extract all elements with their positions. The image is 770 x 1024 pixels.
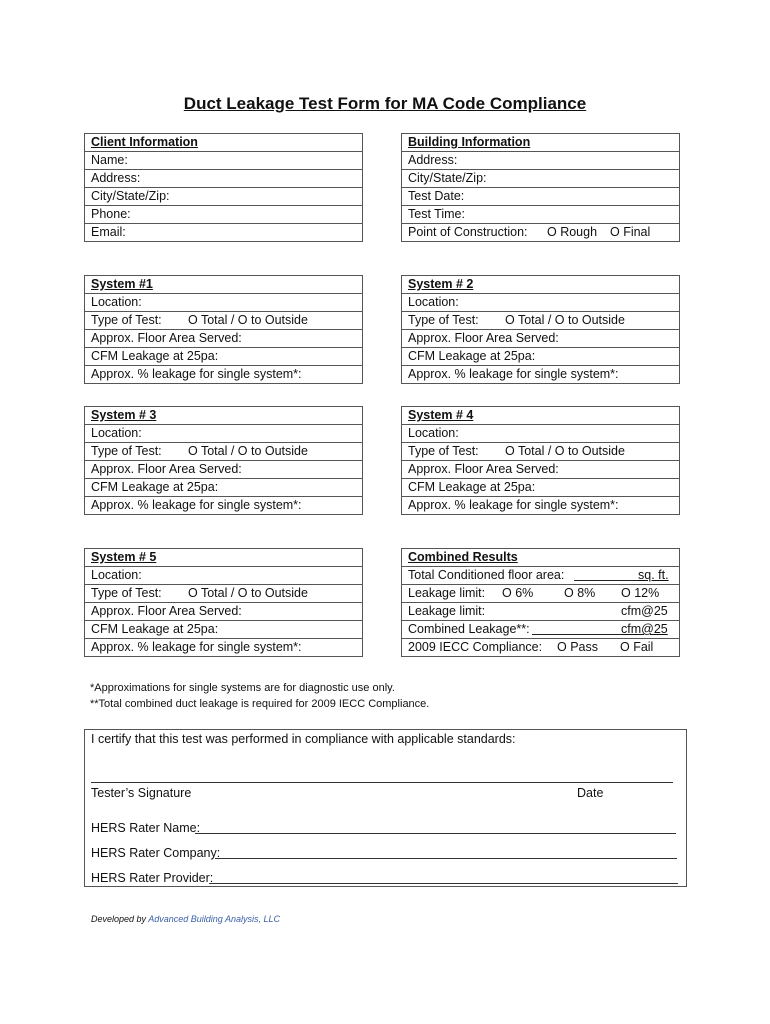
building-information-box [401, 133, 680, 242]
footer-credit [91, 914, 280, 924]
system-2-box [401, 275, 680, 384]
iecc-compliance-label: 2009 IECC Compliance: [408, 640, 543, 654]
total-floor-area-row[interactable] [402, 567, 679, 585]
system-header: System # 4 [402, 407, 679, 425]
leakage-limit-cfm-row[interactable] [402, 603, 679, 621]
system-header: System #1 [85, 276, 362, 294]
cfm-unit: cfm@25 [621, 622, 668, 636]
system-header: System # 3 [85, 407, 362, 425]
client-email-field[interactable]: Email: [91, 225, 126, 239]
test-time-field[interactable]: Test Time: [402, 206, 679, 224]
location-field[interactable]: Location: [85, 425, 362, 443]
cfm-leakage-field[interactable]: CFM Leakage at 25pa: [402, 348, 679, 366]
point-of-construction-label: Point of Construction: [408, 225, 528, 239]
leakage-limit-row [402, 585, 679, 603]
leakage-limit-cfm-label: Leakage limit: [408, 604, 486, 618]
certification-box [84, 729, 687, 887]
pct-leakage-field[interactable]: Approx. % leakage for single system*: [91, 367, 302, 381]
combined-results-header: Combined Results [402, 549, 679, 567]
location-field[interactable]: Location: [85, 567, 362, 585]
option-8-percent[interactable]: O 8% [564, 586, 596, 600]
location-field[interactable]: Location: [402, 425, 679, 443]
type-of-test-label: Type of Test: [91, 586, 162, 600]
type-of-test-options[interactable]: O Total / O to Outside [505, 313, 625, 327]
client-information-header: Client Information [85, 134, 362, 152]
point-of-construction-row [402, 224, 679, 242]
hers-rater-name-line[interactable] [195, 833, 676, 834]
type-of-test-label: Type of Test: [408, 444, 479, 458]
option-12-percent[interactable]: O 12% [621, 586, 660, 600]
location-field[interactable]: Location: [402, 294, 679, 312]
cfm-leakage-field[interactable]: CFM Leakage at 25pa: [85, 348, 362, 366]
date-label: Date [577, 786, 604, 800]
client-information-box [84, 133, 363, 242]
floor-area-field[interactable]: Approx. Floor Area Served: [402, 461, 679, 479]
footer-brand: Advanced Building Analysis, LLC [148, 914, 280, 924]
page-title: Duct Leakage Test Form for MA Code Compliance [183, 94, 587, 113]
combined-leakage-label: Combined Leakage**: [408, 622, 530, 636]
type-of-test-label: Type of Test: [408, 313, 479, 327]
floor-area-field[interactable]: Approx. Floor Area Served: [85, 461, 362, 479]
footnote-approximations: *Approximations for single systems are for diagnostic use only. [90, 682, 395, 694]
type-of-test-row [85, 312, 362, 330]
floor-area-field[interactable]: Approx. Floor Area Served: [85, 330, 362, 348]
type-of-test-options[interactable]: O Total / O to Outside [188, 586, 308, 600]
system-3-box [84, 406, 363, 515]
sq-ft-unit: sq. ft. [638, 568, 669, 582]
pct-leakage-field[interactable]: Approx. % leakage for single system*: [91, 640, 302, 654]
client-phone-field[interactable]: Phone: [85, 206, 362, 224]
pct-leakage-field[interactable]: Approx. % leakage for single system*: [408, 367, 619, 381]
system-header: System # 5 [85, 549, 362, 567]
hers-rater-company-label: HERS Rater Company: [91, 846, 221, 860]
type-of-test-row [402, 443, 679, 461]
option-6-percent[interactable]: O 6% [502, 586, 534, 600]
footnote-combined: **Total combined duct leakage is required for 2009 IECC Compliance. [90, 698, 430, 710]
building-city-field[interactable]: City/State/Zip: [402, 170, 679, 188]
leakage-limit-label: Leakage limit: [408, 586, 486, 600]
location-field[interactable]: Location: [85, 294, 362, 312]
rough-option[interactable]: O Rough [547, 225, 598, 239]
system-4-box [401, 406, 680, 515]
hers-rater-provider-line[interactable] [209, 883, 678, 884]
fail-option[interactable]: O Fail [620, 640, 654, 654]
type-of-test-options[interactable]: O Total / O to Outside [188, 444, 308, 458]
footer-prefix: Developed by [91, 914, 147, 924]
type-of-test-row [85, 585, 362, 603]
cfm-unit: cfm@25 [621, 604, 668, 618]
system-5-box [84, 548, 363, 657]
combined-leakage-row[interactable] [402, 621, 679, 639]
cfm-leakage-field[interactable]: CFM Leakage at 25pa: [402, 479, 679, 497]
signature-line[interactable] [91, 782, 673, 783]
hers-rater-company-line[interactable] [215, 858, 677, 859]
client-name-field[interactable]: Name: [85, 152, 362, 170]
hers-rater-provider-label: HERS Rater Provider: [91, 871, 214, 885]
type-of-test-row [85, 443, 362, 461]
total-floor-area-blank[interactable] [574, 567, 644, 581]
test-date-field[interactable]: Test Date: [402, 188, 679, 206]
total-floor-area-label: Total Conditioned floor area: [408, 568, 565, 582]
pct-leakage-field[interactable]: Approx. % leakage for single system*: [408, 498, 619, 512]
building-information-header: Building Information [402, 134, 679, 152]
pass-option[interactable]: O Pass [557, 640, 598, 654]
certification-statement: I certify that this test was performed in compliance with applicable standards: [91, 732, 516, 746]
building-address-field[interactable]: Address: [402, 152, 679, 170]
system-header: System # 2 [402, 276, 679, 294]
combined-leakage-blank[interactable] [532, 621, 622, 635]
type-of-test-label: Type of Test: [91, 444, 162, 458]
iecc-compliance-row [402, 639, 679, 657]
system-1-box [84, 275, 363, 384]
floor-area-field[interactable]: Approx. Floor Area Served: [402, 330, 679, 348]
type-of-test-label: Type of Test: [91, 313, 162, 327]
tester-signature-label: Tester’s Signature [91, 786, 192, 800]
final-option[interactable]: O Final [610, 225, 651, 239]
hers-rater-name-label: HERS Rater Name: [91, 821, 201, 835]
type-of-test-row [402, 312, 679, 330]
type-of-test-options[interactable]: O Total / O to Outside [188, 313, 308, 327]
combined-results-box [401, 548, 680, 657]
type-of-test-options[interactable]: O Total / O to Outside [505, 444, 625, 458]
cfm-leakage-field[interactable]: CFM Leakage at 25pa: [85, 621, 362, 639]
client-city-field[interactable]: City/State/Zip: [85, 188, 362, 206]
client-address-field[interactable]: Address: [85, 170, 362, 188]
floor-area-field[interactable]: Approx. Floor Area Served: [85, 603, 362, 621]
pct-leakage-field[interactable]: Approx. % leakage for single system*: [91, 498, 302, 512]
cfm-leakage-field[interactable]: CFM Leakage at 25pa: [85, 479, 362, 497]
